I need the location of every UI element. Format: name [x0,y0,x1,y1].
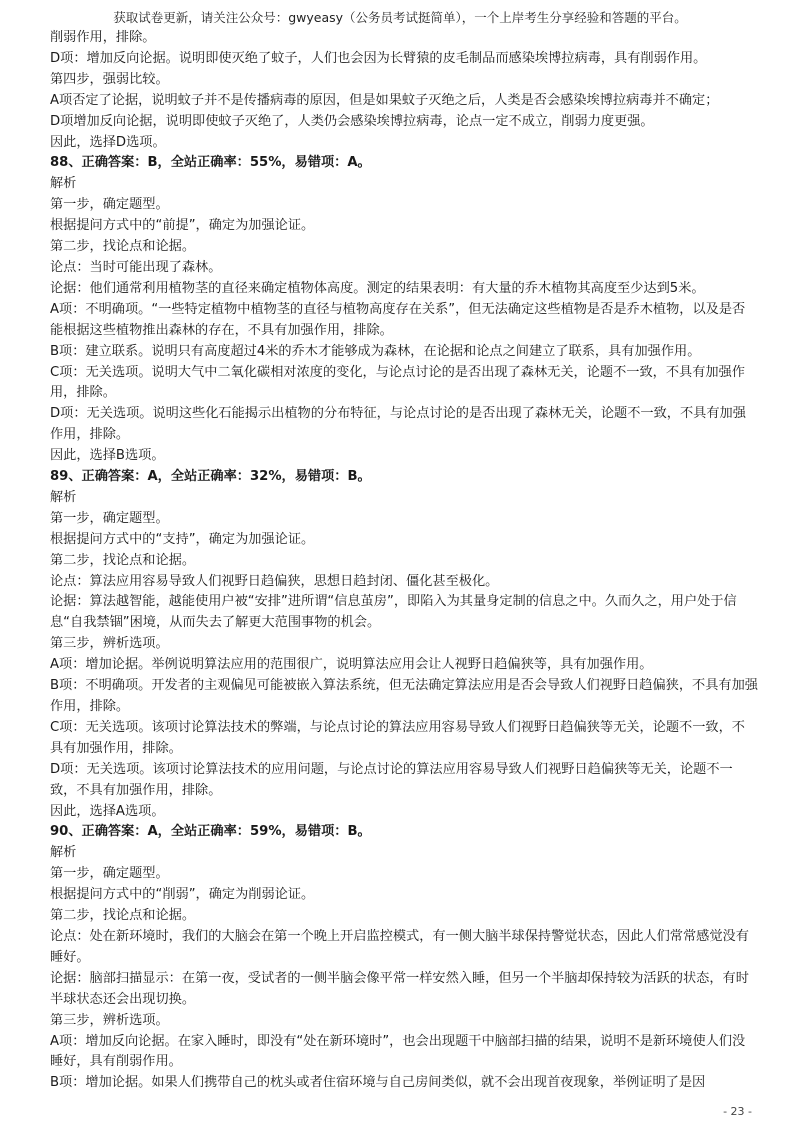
text-line: B项：不明确项。开发者的主观偏见可能被嵌入算法系统，但无法确定算法应用是否会导致人们视野日趋偏狭，不具有加强作用，排除。 [50,678,758,714]
page-number: - 23 - [723,1105,752,1118]
document-body [50,28,758,1094]
text-line: 削弱作用，排除。 [50,30,156,45]
text-line: 论据：算法越智能，越能使用户被“安排”进所谓“信息茧房”，即陷入为其量身定制的信息之中。久而久之，用户处于信息“自我禁锢”困境，从而失去了解更大范围事物的机会。 [50,594,737,631]
text-line: C项：无关选项。说明大气中二氧化碳相对浓度的变化，与论点讨论的是否出现了森林无关，论题不一致，不具有加强作用，排除。 [50,364,745,401]
header-banner: 获取试卷更新，请关注公众号：gwyeasy（公务员考试挺简单），一个上岸考生分享经验和答题的平台。 [113,10,687,25]
text-line: D项：无关选项。该项讨论算法技术的应用问题，与论点讨论的算法应用容易导致人们视野日趋偏狭等无关，论题不一致，不具有加强作用，排除。 [50,761,733,798]
text-line: A项：增加论据。举例说明算法应用的范围很广，说明算法应用会让人视野日趋偏狭等，具有加强作用。 [50,657,653,673]
text-line: 第四步，强弱比较。 [50,71,169,87]
text-line: 论点：处在新环境时，我们的大脑会在第一个晚上开启监控模式，有一侧大脑半球保持警觉状态，因此人们常常感觉没有睡好。 [50,928,749,965]
text-line: 根据提问方式中的“支持”，确定为加强论证。 [50,531,315,547]
text-line: D项：增加反向论据。说明即使灭绝了蚊子，人们也会因为长臂猿的皮毛制品而感染埃博拉病毒，具有削弱作用。 [50,50,707,66]
text-line: 根据提问方式中的“前提”，确定为加强论证。 [50,218,315,234]
text-line: B项：建立联系。说明只有高度超过4米的乔木才能够成为森林，在论据和论点之间建立了联系，具有加强作用。 [50,343,701,359]
answer-heading: 90、正确答案：A，全站正确率：59%，易错项：B。 [50,824,371,840]
text-line: A项否定了论据，说明蚊子并不是传播病毒的原因，但是如果蚊子灭绝之后，人类是否会感染埃博拉病毒并不确定； [50,92,719,108]
text-line: A项：不明确项。“一些特定植物中植物茎的直径与植物高度存在关系”，但无法确定这些植物是否是乔木植物，以及是否能根据这些植物推出森林的存在，不具有加强作用，排除。 [50,301,746,338]
text-line: 第二步，找论点和论据。 [50,552,196,568]
answer-heading: 89、正确答案：A，全站正确率：32%，易错项：B。 [50,469,371,485]
text-line: 论据：他们通常利用植物茎的直径来确定植物体高度。测定的结果表明：有大量的乔木植物其高度至少达到5米。 [50,280,705,296]
text-line: 第一步，确定题型。 [50,866,169,882]
text-line: 第一步，确定题型。 [50,510,169,526]
text-line: 第一步，确定题型。 [50,197,169,213]
text-line: 第二步，找论点和论据。 [50,239,196,255]
text-line: 解析 [50,489,77,505]
text-line: 因此，选择A选项。 [50,803,165,819]
text-line: D项增加反向论据，说明即使蚊子灭绝了，人类仍会感染埃博拉病毒，论点一定不成立，削弱力度更强。 [50,113,654,129]
text-line: 第二步，找论点和论据。 [50,908,196,924]
text-line: 论点：当时可能出现了森林。 [50,259,222,275]
text-line: C项：无关选项。该项讨论算法技术的弊端，与论点讨论的算法应用容易导致人们视野日趋偏狭等无关，论题不一致，不具有加强作用，排除。 [50,719,745,756]
text-line: 第三步，辨析选项。 [50,636,169,652]
answer-heading: 88、正确答案：B，全站正确率：55%，易错项：A。 [50,155,371,171]
text-line: 论据：脑部扫描显示：在第一夜，受试者的一侧半脑会像平常一样安然入睡，但另一个半脑却保持较为活跃的状态，有时半球状态还会出现切换。 [50,970,749,1007]
text-line: D项：无关选项。说明这些化石能揭示出植物的分布特征，与论点讨论的是否出现了森林无关，论题不一致，不具有加强作用，排除。 [50,406,746,443]
text-line: 根据提问方式中的“削弱”，确定为削弱论证。 [50,887,315,903]
text-line: A项：增加反向论据。在家入睡时，即没有“处在新环境时”，也会出现题干中脑部扫描的结果，说明不是新环境使人们没睡好，具有削弱作用。 [50,1033,746,1070]
text-line: 第三步，辨析选项。 [50,1012,169,1028]
text-line: 因此，选择D选项。 [50,134,166,150]
text-line: 解析 [50,176,77,192]
text-line: B项：增加论据。如果人们携带自己的枕头或者住宿环境与自己房间类似，就不会出现首夜现象，举例证明了是因 [50,1075,706,1091]
text-line: 论点：算法应用容易导致人们视野日趋偏狭，思想日趋封闭、僵化甚至极化。 [50,573,499,589]
text-line: 因此，选择B选项。 [50,448,165,464]
text-line: 解析 [50,845,77,861]
